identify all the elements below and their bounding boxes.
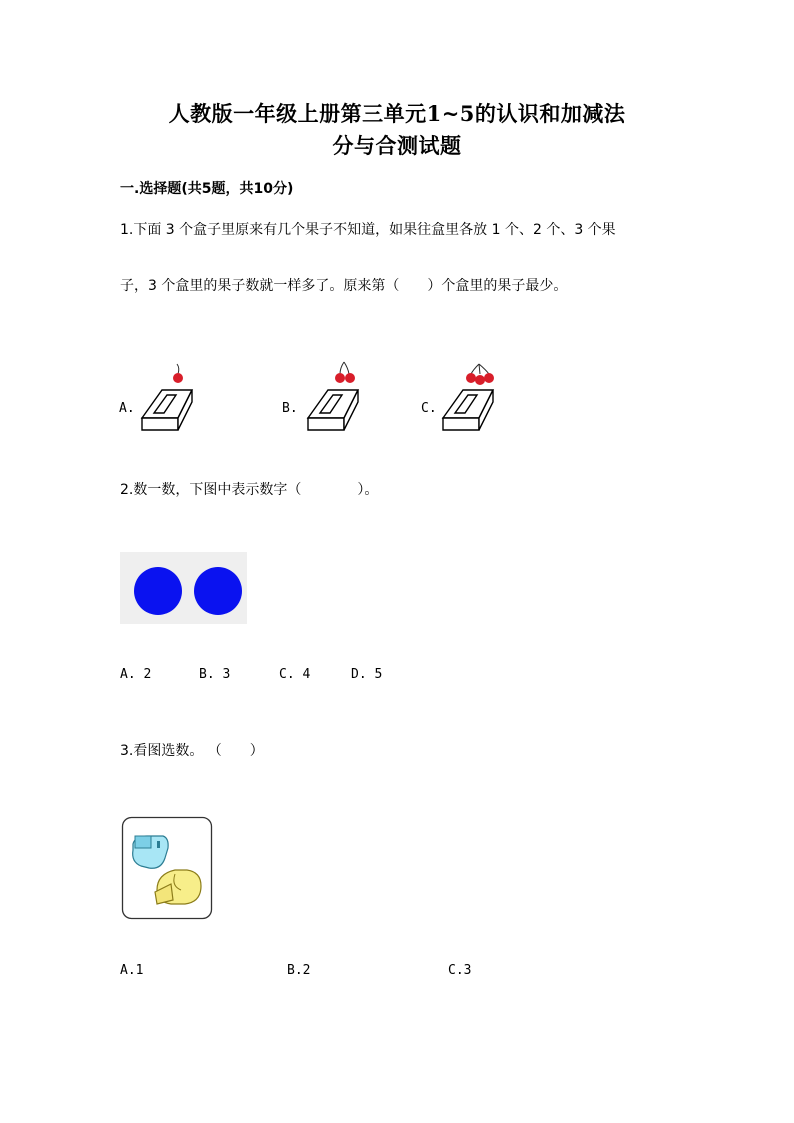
q2-option-a[interactable]: A. 2	[120, 667, 152, 682]
page-subtitle: 分与合测试题	[332, 133, 462, 158]
question-1-line-2: 子，3 个盒里的果子数就一样多了。原来第（ ）个盒里的果子最少。	[120, 278, 568, 294]
section-heading: 一.选择题(共5题，共10分)	[120, 181, 294, 197]
blue-whistle-icon	[133, 836, 168, 868]
q1-option-c-label[interactable]: C.	[421, 401, 437, 416]
question-2-text: 2.数一数，下图中表示数字（ ）。	[120, 482, 379, 498]
q2-option-c[interactable]: C. 4	[279, 667, 311, 682]
cherries-icon	[466, 364, 494, 385]
q2-option-b[interactable]: B. 3	[199, 667, 231, 682]
blue-circle	[134, 567, 182, 615]
box-icon	[142, 390, 192, 430]
q3-option-b[interactable]: B.2	[287, 963, 311, 978]
q2-option-d[interactable]: D. 5	[351, 667, 383, 682]
cherry-icon	[173, 364, 183, 383]
q3-option-a[interactable]: A.1	[120, 963, 144, 978]
box-with-three-cherries-illustration	[441, 356, 501, 432]
q1-option-b-label[interactable]: B.	[282, 401, 298, 416]
two-circles-illustration	[120, 552, 247, 624]
box-icon	[443, 390, 493, 430]
box-with-two-cherries-illustration	[306, 356, 366, 432]
q3-option-c[interactable]: C.3	[448, 963, 472, 978]
box-with-one-cherry-illustration	[140, 356, 200, 432]
whistle-picture-frame	[121, 816, 213, 920]
blue-circle	[194, 567, 242, 615]
box-icon	[308, 390, 358, 430]
question-1-line-1: 1.下面 3 个盒子里原来有几个果子不知道，如果往盒里各放 1 个、2 个、3 个果	[120, 222, 616, 238]
cherries-icon	[335, 362, 355, 383]
question-3-text: 3.看图选数。 （ ）	[120, 743, 264, 759]
page-title: 人教版一年级上册第三单元1~5的认识和加减法	[168, 101, 626, 126]
q1-option-a-label[interactable]: A.	[119, 401, 135, 416]
